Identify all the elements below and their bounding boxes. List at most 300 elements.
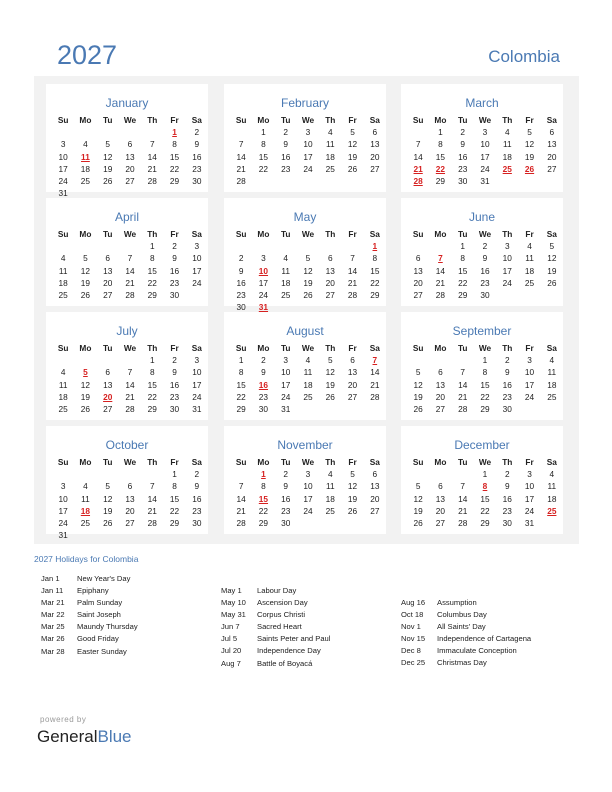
day-cell[interactable]: 26 xyxy=(413,403,423,414)
day-cell[interactable]: 28 xyxy=(236,517,246,528)
day-cell[interactable]: 14 xyxy=(236,151,246,162)
day-cell[interactable]: 10 xyxy=(192,367,202,378)
day-cell[interactable]: 15 xyxy=(370,265,380,276)
day-cell[interactable]: 12 xyxy=(103,493,113,504)
day-cell[interactable]: 11 xyxy=(547,367,557,378)
day-cell[interactable]: 12 xyxy=(303,265,313,276)
day-cell[interactable]: 28 xyxy=(125,403,135,414)
day-cell[interactable]: 27 xyxy=(370,505,380,516)
day-cell[interactable]: 4 xyxy=(305,355,311,366)
day-cell[interactable]: 12 xyxy=(80,379,91,390)
day-cell[interactable]: 12 xyxy=(413,493,423,504)
day-cell[interactable]: 22 xyxy=(258,505,269,516)
day-cell[interactable]: 13 xyxy=(370,481,380,492)
day-cell[interactable]: 2 xyxy=(172,241,177,252)
day-cell[interactable]: 11 xyxy=(547,481,557,492)
day-cell[interactable]: 8 xyxy=(238,367,244,378)
day-cell[interactable]: 21 xyxy=(236,163,246,174)
day-cell[interactable]: 22 xyxy=(458,277,468,288)
day-cell[interactable]: 29 xyxy=(169,175,180,186)
day-cell[interactable]: 28 xyxy=(147,517,157,528)
day-cell[interactable]: 13 xyxy=(103,379,113,390)
day-cell[interactable]: 9 xyxy=(172,253,177,264)
day-cell[interactable]: 28 xyxy=(458,403,468,414)
day-cell[interactable]: 26 xyxy=(347,163,358,174)
day-cell[interactable]: 9 xyxy=(283,139,289,150)
day-cell[interactable]: 10 xyxy=(502,253,512,264)
day-cell[interactable]: 20 xyxy=(413,277,423,288)
day-cell[interactable]: 27 xyxy=(103,289,113,300)
day-cell[interactable]: 5 xyxy=(527,127,532,138)
day-cell[interactable]: 22 xyxy=(169,505,180,516)
day-cell[interactable]: 16 xyxy=(192,151,202,162)
day-cell[interactable]: 15 xyxy=(169,493,180,504)
day-cell[interactable]: 22 xyxy=(236,391,246,402)
day-cell[interactable]: 18 xyxy=(58,391,68,402)
day-cell[interactable]: 1 xyxy=(238,355,244,366)
day-cell[interactable]: 17 xyxy=(192,379,202,390)
day-cell[interactable]: 17 xyxy=(303,493,313,504)
day-cell[interactable]: 13 xyxy=(547,139,557,150)
day-cell[interactable]: 2 xyxy=(261,355,266,366)
day-cell[interactable]: 20 xyxy=(125,163,135,174)
day-cell[interactable]: 24 xyxy=(192,277,202,288)
day-cell[interactable]: 14 xyxy=(125,265,135,276)
day-cell[interactable]: 25 xyxy=(58,403,68,414)
day-cell[interactable]: 4 xyxy=(83,139,88,150)
day-cell[interactable]: 19 xyxy=(80,391,91,402)
day-cell[interactable]: 15 xyxy=(147,265,157,276)
day-cell[interactable]: 27 xyxy=(370,163,380,174)
day-cell[interactable]: 6 xyxy=(372,127,378,138)
day-cell[interactable]: 6 xyxy=(372,469,378,480)
day-cell[interactable]: 7 xyxy=(372,355,378,366)
day-cell[interactable]: 18 xyxy=(58,277,68,288)
day-cell[interactable]: 9 xyxy=(460,139,466,150)
day-cell[interactable]: 8 xyxy=(149,253,155,264)
day-cell[interactable]: 19 xyxy=(103,163,113,174)
day-cell[interactable]: 5 xyxy=(350,127,355,138)
day-cell[interactable]: 24 xyxy=(303,505,313,516)
day-cell[interactable]: 1 xyxy=(149,241,155,252)
day-cell[interactable]: 30 xyxy=(169,289,180,300)
day-cell[interactable]: 27 xyxy=(413,289,423,300)
day-cell[interactable]: 20 xyxy=(435,505,446,516)
day-cell[interactable]: 26 xyxy=(80,403,91,414)
day-cell[interactable]: 8 xyxy=(172,481,177,492)
day-cell[interactable]: 14 xyxy=(370,367,380,378)
day-cell[interactable]: 5 xyxy=(83,253,88,264)
day-cell[interactable]: 23 xyxy=(502,505,512,516)
day-cell[interactable]: 22 xyxy=(370,277,380,288)
day-cell[interactable]: 22 xyxy=(480,505,490,516)
day-cell[interactable]: 12 xyxy=(103,151,113,162)
day-cell[interactable]: 13 xyxy=(435,493,446,504)
day-cell[interactable]: 27 xyxy=(325,289,335,300)
day-cell[interactable]: 30 xyxy=(502,517,512,528)
day-cell[interactable]: 30 xyxy=(169,403,180,414)
day-cell[interactable]: 27 xyxy=(103,403,113,414)
day-cell[interactable]: 20 xyxy=(370,493,380,504)
day-cell[interactable]: 30 xyxy=(281,517,291,528)
day-cell[interactable]: 24 xyxy=(502,277,512,288)
day-cell[interactable]: 21 xyxy=(125,391,135,402)
day-cell[interactable]: 7 xyxy=(415,139,421,150)
day-cell[interactable]: 14 xyxy=(435,265,446,276)
day-cell[interactable]: 26 xyxy=(325,391,335,402)
day-cell[interactable]: 20 xyxy=(547,151,557,162)
day-cell[interactable]: 25 xyxy=(303,391,313,402)
day-cell[interactable]: 3 xyxy=(482,127,488,138)
day-cell[interactable]: 16 xyxy=(281,493,291,504)
day-cell[interactable]: 21 xyxy=(147,163,157,174)
day-cell[interactable]: 29 xyxy=(236,403,246,414)
day-cell[interactable]: 21 xyxy=(147,505,157,516)
day-cell[interactable]: 26 xyxy=(347,505,358,516)
day-cell[interactable]: 11 xyxy=(325,139,335,150)
day-cell[interactable]: 1 xyxy=(482,355,488,366)
day-cell[interactable]: 21 xyxy=(435,277,446,288)
day-cell[interactable]: 26 xyxy=(103,517,113,528)
day-cell[interactable]: 2 xyxy=(238,253,244,264)
day-cell[interactable]: 14 xyxy=(413,151,423,162)
day-cell[interactable]: 4 xyxy=(327,127,333,138)
day-cell[interactable]: 28 xyxy=(147,175,157,186)
day-cell[interactable]: 14 xyxy=(458,493,468,504)
day-cell[interactable]: 22 xyxy=(147,391,157,402)
day-cell[interactable]: 25 xyxy=(325,163,335,174)
day-cell[interactable]: 2 xyxy=(460,127,466,138)
day-cell[interactable]: 29 xyxy=(480,517,490,528)
day-cell[interactable]: 5 xyxy=(350,469,355,480)
day-cell[interactable]: 16 xyxy=(458,151,468,162)
day-cell[interactable]: 3 xyxy=(283,355,289,366)
day-cell[interactable]: 13 xyxy=(435,379,446,390)
day-cell[interactable]: 26 xyxy=(303,289,313,300)
day-cell[interactable]: 31 xyxy=(524,517,535,528)
day-cell[interactable]: 21 xyxy=(413,163,423,174)
day-cell[interactable]: 19 xyxy=(103,505,113,516)
day-cell[interactable]: 2 xyxy=(283,127,289,138)
day-cell[interactable]: 27 xyxy=(435,403,446,414)
day-cell[interactable]: 1 xyxy=(482,469,488,480)
day-cell[interactable]: 22 xyxy=(169,163,180,174)
day-cell[interactable]: 10 xyxy=(524,367,535,378)
day-cell[interactable]: 21 xyxy=(236,505,246,516)
day-cell[interactable]: 30 xyxy=(458,175,468,186)
day-cell[interactable]: 15 xyxy=(258,151,269,162)
day-cell[interactable]: 6 xyxy=(127,139,133,150)
day-cell[interactable]: 21 xyxy=(125,277,135,288)
day-cell[interactable]: 9 xyxy=(283,481,289,492)
day-cell[interactable]: 25 xyxy=(281,289,291,300)
day-cell[interactable]: 1 xyxy=(261,127,266,138)
day-cell[interactable]: 24 xyxy=(192,391,202,402)
day-cell[interactable]: 4 xyxy=(549,355,555,366)
day-cell[interactable]: 10 xyxy=(58,151,68,162)
day-cell[interactable]: 29 xyxy=(258,517,269,528)
day-cell[interactable]: 18 xyxy=(524,265,535,276)
day-cell[interactable]: 27 xyxy=(435,517,446,528)
day-cell[interactable]: 4 xyxy=(83,481,88,492)
day-cell[interactable]: 25 xyxy=(524,277,535,288)
day-cell[interactable]: 4 xyxy=(549,469,555,480)
day-cell[interactable]: 7 xyxy=(127,367,133,378)
day-cell[interactable]: 4 xyxy=(60,253,66,264)
day-cell[interactable]: 17 xyxy=(524,379,535,390)
day-cell[interactable]: 10 xyxy=(58,493,68,504)
day-cell[interactable]: 17 xyxy=(58,163,68,174)
day-cell[interactable]: 24 xyxy=(58,175,68,186)
day-cell[interactable]: 11 xyxy=(502,139,512,150)
day-cell[interactable]: 9 xyxy=(172,367,177,378)
day-cell[interactable]: 17 xyxy=(192,265,202,276)
day-cell[interactable]: 29 xyxy=(458,289,468,300)
day-cell[interactable]: 16 xyxy=(258,379,269,390)
day-cell[interactable]: 20 xyxy=(370,151,380,162)
day-cell[interactable]: 16 xyxy=(236,277,246,288)
day-cell[interactable]: 10 xyxy=(281,367,291,378)
day-cell[interactable]: 13 xyxy=(103,265,113,276)
day-cell[interactable]: 17 xyxy=(258,277,269,288)
day-cell[interactable]: 31 xyxy=(258,302,269,313)
day-cell[interactable]: 28 xyxy=(370,391,380,402)
day-cell[interactable]: 22 xyxy=(435,163,446,174)
day-cell[interactable]: 12 xyxy=(325,367,335,378)
day-cell[interactable]: 31 xyxy=(58,188,68,199)
day-cell[interactable]: 27 xyxy=(125,175,135,186)
day-cell[interactable]: 7 xyxy=(350,253,355,264)
day-cell[interactable]: 7 xyxy=(438,253,443,264)
day-cell[interactable]: 24 xyxy=(58,517,68,528)
day-cell[interactable]: 4 xyxy=(527,241,532,252)
day-cell[interactable]: 8 xyxy=(482,481,488,492)
day-cell[interactable]: 11 xyxy=(81,493,90,504)
day-cell[interactable]: 9 xyxy=(504,481,510,492)
day-cell[interactable]: 6 xyxy=(105,253,111,264)
day-cell[interactable]: 2 xyxy=(504,469,510,480)
day-cell[interactable]: 3 xyxy=(60,481,66,492)
day-cell[interactable]: 1 xyxy=(149,355,155,366)
day-cell[interactable]: 8 xyxy=(482,367,488,378)
day-cell[interactable]: 6 xyxy=(350,355,355,366)
day-cell[interactable]: 21 xyxy=(458,505,468,516)
day-cell[interactable]: 29 xyxy=(370,289,380,300)
day-cell[interactable]: 22 xyxy=(258,163,269,174)
day-cell[interactable]: 29 xyxy=(147,289,157,300)
day-cell[interactable]: 16 xyxy=(169,379,180,390)
day-cell[interactable]: 3 xyxy=(194,355,200,366)
day-cell[interactable]: 20 xyxy=(103,277,113,288)
day-cell[interactable]: 8 xyxy=(261,139,266,150)
day-cell[interactable]: 14 xyxy=(458,379,468,390)
day-cell[interactable]: 13 xyxy=(413,265,423,276)
day-cell[interactable]: 3 xyxy=(305,469,311,480)
day-cell[interactable]: 6 xyxy=(549,127,555,138)
day-cell[interactable]: 19 xyxy=(347,493,358,504)
day-cell[interactable]: 29 xyxy=(480,403,490,414)
day-cell[interactable]: 25 xyxy=(547,505,557,516)
day-cell[interactable]: 1 xyxy=(460,241,466,252)
day-cell[interactable]: 4 xyxy=(283,253,289,264)
day-cell[interactable]: 18 xyxy=(80,505,91,516)
day-cell[interactable]: 23 xyxy=(281,505,291,516)
day-cell[interactable]: 6 xyxy=(127,481,133,492)
day-cell[interactable]: 30 xyxy=(192,517,202,528)
day-cell[interactable]: 9 xyxy=(238,265,244,276)
day-cell[interactable]: 29 xyxy=(169,517,180,528)
day-cell[interactable]: 19 xyxy=(547,265,557,276)
day-cell[interactable]: 25 xyxy=(325,505,335,516)
day-cell[interactable]: 18 xyxy=(281,277,291,288)
day-cell[interactable]: 3 xyxy=(194,241,200,252)
day-cell[interactable]: 14 xyxy=(147,151,157,162)
day-cell[interactable]: 30 xyxy=(192,175,202,186)
day-cell[interactable]: 6 xyxy=(105,367,111,378)
day-cell[interactable]: 18 xyxy=(80,163,91,174)
day-cell[interactable]: 19 xyxy=(413,391,423,402)
day-cell[interactable]: 15 xyxy=(480,379,490,390)
day-cell[interactable]: 1 xyxy=(372,241,378,252)
day-cell[interactable]: 3 xyxy=(527,355,532,366)
day-cell[interactable]: 23 xyxy=(458,163,468,174)
day-cell[interactable]: 16 xyxy=(502,379,512,390)
day-cell[interactable]: 15 xyxy=(236,379,246,390)
day-cell[interactable]: 12 xyxy=(413,379,423,390)
day-cell[interactable]: 5 xyxy=(327,355,333,366)
day-cell[interactable]: 18 xyxy=(325,151,335,162)
day-cell[interactable]: 24 xyxy=(524,505,535,516)
day-cell[interactable]: 15 xyxy=(435,151,446,162)
day-cell[interactable]: 26 xyxy=(80,289,91,300)
day-cell[interactable]: 3 xyxy=(527,469,532,480)
day-cell[interactable]: 3 xyxy=(504,241,510,252)
day-cell[interactable]: 11 xyxy=(325,481,335,492)
day-cell[interactable]: 28 xyxy=(236,175,246,186)
day-cell[interactable]: 23 xyxy=(169,391,180,402)
day-cell[interactable]: 23 xyxy=(236,289,246,300)
day-cell[interactable]: 6 xyxy=(438,481,443,492)
day-cell[interactable]: 18 xyxy=(547,379,557,390)
day-cell[interactable]: 12 xyxy=(547,253,557,264)
day-cell[interactable]: 10 xyxy=(258,265,269,276)
day-cell[interactable]: 11 xyxy=(81,151,90,162)
day-cell[interactable]: 7 xyxy=(149,481,155,492)
day-cell[interactable]: 29 xyxy=(147,403,157,414)
day-cell[interactable]: 31 xyxy=(58,530,68,541)
day-cell[interactable]: 26 xyxy=(103,175,113,186)
day-cell[interactable]: 27 xyxy=(347,391,358,402)
day-cell[interactable]: 27 xyxy=(547,163,557,174)
day-cell[interactable]: 25 xyxy=(58,289,68,300)
day-cell[interactable]: 7 xyxy=(127,253,133,264)
day-cell[interactable]: 10 xyxy=(524,481,535,492)
day-cell[interactable]: 5 xyxy=(415,481,421,492)
day-cell[interactable]: 2 xyxy=(504,355,510,366)
day-cell[interactable]: 30 xyxy=(236,302,246,313)
day-cell[interactable]: 10 xyxy=(303,481,313,492)
day-cell[interactable]: 20 xyxy=(103,391,113,402)
day-cell[interactable]: 11 xyxy=(58,379,68,390)
day-cell[interactable]: 2 xyxy=(194,127,200,138)
day-cell[interactable]: 23 xyxy=(192,505,202,516)
day-cell[interactable]: 18 xyxy=(325,493,335,504)
day-cell[interactable]: 21 xyxy=(347,277,358,288)
day-cell[interactable]: 30 xyxy=(502,403,512,414)
day-cell[interactable]: 12 xyxy=(524,139,535,150)
day-cell[interactable]: 15 xyxy=(258,493,269,504)
day-cell[interactable]: 20 xyxy=(347,379,358,390)
day-cell[interactable]: 24 xyxy=(258,289,269,300)
day-cell[interactable]: 7 xyxy=(238,139,244,150)
day-cell[interactable]: 31 xyxy=(281,403,291,414)
day-cell[interactable]: 8 xyxy=(460,253,466,264)
day-cell[interactable]: 11 xyxy=(525,253,534,264)
day-cell[interactable]: 17 xyxy=(281,379,291,390)
day-cell[interactable]: 28 xyxy=(435,289,446,300)
day-cell[interactable]: 13 xyxy=(325,265,335,276)
day-cell[interactable]: 23 xyxy=(480,277,490,288)
day-cell[interactable]: 27 xyxy=(125,517,135,528)
day-cell[interactable]: 15 xyxy=(458,265,468,276)
day-cell[interactable]: 14 xyxy=(347,265,358,276)
day-cell[interactable]: 24 xyxy=(524,391,535,402)
day-cell[interactable]: 10 xyxy=(303,139,313,150)
day-cell[interactable]: 2 xyxy=(482,241,488,252)
day-cell[interactable]: 5 xyxy=(415,367,421,378)
day-cell[interactable]: 26 xyxy=(524,163,535,174)
day-cell[interactable]: 7 xyxy=(460,481,466,492)
day-cell[interactable]: 12 xyxy=(347,481,358,492)
day-cell[interactable]: 10 xyxy=(480,139,490,150)
day-cell[interactable]: 21 xyxy=(458,391,468,402)
day-cell[interactable]: 1 xyxy=(172,469,177,480)
day-cell[interactable]: 1 xyxy=(438,127,443,138)
day-cell[interactable]: 5 xyxy=(105,481,111,492)
day-cell[interactable]: 14 xyxy=(125,379,135,390)
day-cell[interactable]: 24 xyxy=(281,391,291,402)
day-cell[interactable]: 25 xyxy=(80,175,91,186)
day-cell[interactable]: 19 xyxy=(80,277,91,288)
day-cell[interactable]: 13 xyxy=(347,367,358,378)
day-cell[interactable]: 14 xyxy=(236,493,246,504)
day-cell[interactable]: 2 xyxy=(283,469,289,480)
day-cell[interactable]: 5 xyxy=(83,367,88,378)
day-cell[interactable]: 5 xyxy=(105,139,111,150)
day-cell[interactable]: 10 xyxy=(192,253,202,264)
day-cell[interactable]: 2 xyxy=(172,355,177,366)
day-cell[interactable]: 31 xyxy=(480,175,490,186)
day-cell[interactable]: 19 xyxy=(347,151,358,162)
day-cell[interactable]: 16 xyxy=(169,265,180,276)
day-cell[interactable]: 9 xyxy=(482,253,488,264)
day-cell[interactable]: 9 xyxy=(194,139,200,150)
day-cell[interactable]: 8 xyxy=(149,367,155,378)
day-cell[interactable]: 19 xyxy=(524,151,535,162)
day-cell[interactable]: 23 xyxy=(281,163,291,174)
day-cell[interactable]: 17 xyxy=(303,151,313,162)
day-cell[interactable]: 1 xyxy=(261,469,266,480)
day-cell[interactable]: 11 xyxy=(303,367,313,378)
day-cell[interactable]: 3 xyxy=(305,127,311,138)
day-cell[interactable]: 18 xyxy=(303,379,313,390)
day-cell[interactable]: 24 xyxy=(480,163,490,174)
day-cell[interactable]: 25 xyxy=(502,163,512,174)
day-cell[interactable]: 13 xyxy=(125,151,135,162)
day-cell[interactable]: 17 xyxy=(524,493,535,504)
day-cell[interactable]: 13 xyxy=(370,139,380,150)
day-cell[interactable]: 2 xyxy=(194,469,200,480)
